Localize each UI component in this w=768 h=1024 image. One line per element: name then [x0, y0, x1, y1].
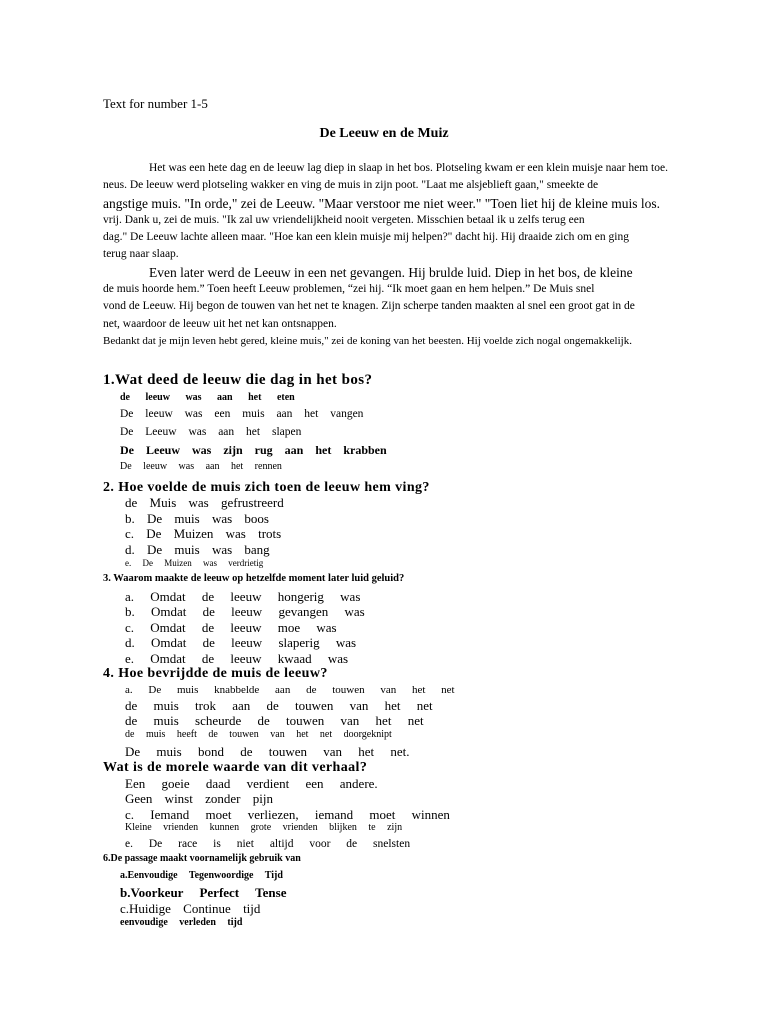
q6-option-c: c.Huidige Continue tijd [120, 901, 261, 916]
q3-option-c: c. Omdat de leeuw moe was [125, 620, 337, 635]
story-text [103, 160, 715, 350]
q1-option-b: De leeuw was een muis aan het vangen [120, 408, 364, 420]
q4-option-a: a. De muis knabbelde aan de touwen van het net [125, 684, 455, 696]
story-line: Het was een hete dag en de leeuw lag diep in slaap in het bos. Plotseling kwam er een klein muisje naar hem toe. [149, 162, 668, 174]
q4-option-c: de muis scheurde de touwen van het net [125, 713, 424, 728]
q5-option-c: c. Iemand moet verliezen, iemand moet winnen [125, 807, 450, 822]
story-title: De Leeuw en de Muiz [319, 126, 449, 141]
q6-option-d: eenvoudige verleden tijd [120, 917, 243, 928]
q4-option-b: de muis trok aan de touwen van het net [125, 698, 433, 713]
story-line: neus. De leeuw werd plotseling wakker en ving de muis in zijn poot. "Laat me alsjeblieft gaan," smeekte de [103, 179, 599, 192]
q1-option-e: De leeuw was aan het rennen [120, 461, 282, 472]
question-2: 2. Hoe voelde de muis zich toen de leeuw hem ving? [103, 480, 430, 495]
q3-option-a: a. Omdat de leeuw hongerig was [125, 589, 361, 604]
story-line: terug naar slaap. [103, 248, 179, 261]
story-line: net, waardoor de leeuw uit het net kan ontsnappen. [103, 317, 337, 330]
q4-option-d: de muis heeft de touwen van het net doorgeknipt [125, 729, 392, 740]
story-line: Even later werd de Leeuw in een net gevangen. Hij brulde luid. Diep in het bos, de kleine [149, 264, 633, 280]
q5-option-e: e. De race is niet altijd voor de snelsten [125, 838, 411, 850]
story-line: Bedankt dat je mijn leven hebt gered, kleine muis," zei de koning van het beesten. Hij voelde zich nogal ongemakkelijk. [103, 334, 632, 347]
story-line: de muis hoorde hem.” Toen heeft Leeuw problemen, “zei hij. “Ik moet gaan en hem helpen.” De Muis snel [103, 283, 595, 296]
q4-option-e: De muis bond de touwen van het net. [125, 744, 410, 759]
story-line: angstige muis. "In orde," zei de Leeuw. "Maar verstoor me niet weer." "Toen liet hij de kleine muis los. [103, 195, 660, 211]
q1-option-d: De Leeuw was zijn rug aan het krabben [120, 443, 387, 457]
q2-option-c: c. De Muizen was trots [125, 526, 282, 541]
story-line: dag." De Leeuw lachte alleen maar. "Hoe kan een klein muisje mij helpen?" dacht hij. Hij draaide zich om en ging [103, 231, 629, 244]
q5-option-a: Een goeie daad verdient een andere. [125, 776, 378, 791]
q6-option-a: a.Eenvoudige Tegenwoordige Tijd [120, 870, 283, 881]
question-3: 3. Waarom maakte de leeuw op hetzelfde moment later luid geluid? [103, 573, 405, 584]
q5-option-b: Geen winst zonder pijn [125, 791, 273, 806]
q2-option-a: de Muis was gefrustreerd [125, 495, 284, 510]
q2-option-b: b. De muis was boos [125, 511, 269, 526]
q2-option-e: e. De Muizen was verdrietig [125, 558, 264, 568]
q3-option-e: e. Omdat de leeuw kwaad was [125, 651, 349, 666]
question-5: Wat is de morele waarde van dit verhaal? [103, 760, 368, 775]
q2-option-d: d. De muis was bang [125, 542, 270, 557]
question-6: 6.De passage maakt voornamelijk gebruik van [103, 853, 301, 864]
q3-option-b: b. Omdat de leeuw gevangen was [125, 604, 365, 619]
story-line: vond de Leeuw. Hij begon de touwen van het net te knagen. Zijn scherpe tanden maakten al snel een groot gat in de [103, 300, 635, 313]
q5-option-d: Kleine vrienden kunnen grote vrienden blijken te zijn [125, 822, 403, 833]
q1-option-a: de leeuw was aan het eten [120, 392, 295, 403]
question-1: 1.Wat deed de leeuw die dag in het bos? [103, 372, 373, 388]
q6-option-b: b.Voorkeur Perfect Tense [120, 885, 287, 900]
question-4: 4. Hoe bevrijdde de muis de leeuw? [103, 666, 328, 681]
q3-option-d: d. Omdat de leeuw slaperig was [125, 635, 357, 650]
q1-option-c: De Leeuw was aan het slapen [120, 426, 302, 438]
story-line: vrij. Dank u, zei de muis. "Ik zal uw vriendelijkheid nooit vergeten. Misschien betaal ik u zelfs terug een [103, 213, 585, 226]
intro-label: Text for number 1-5 [103, 96, 208, 111]
